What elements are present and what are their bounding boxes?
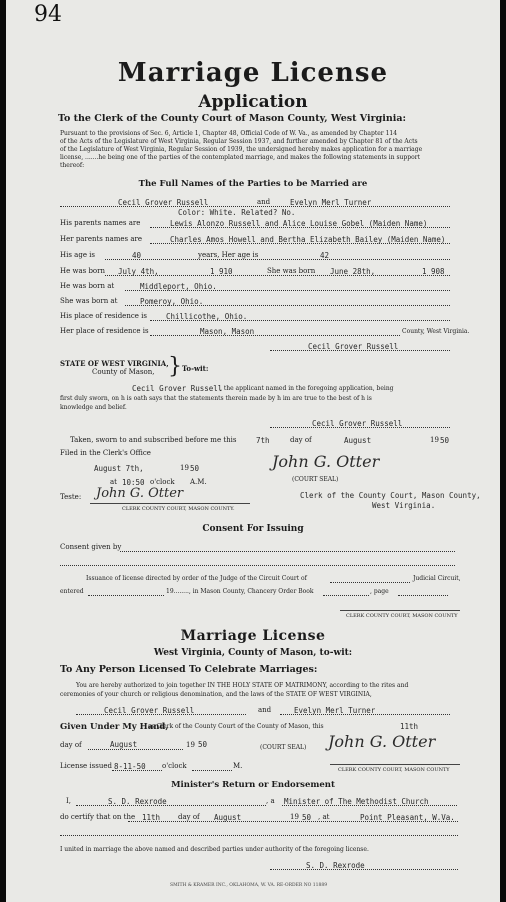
given-year-prefix: 19 [186,741,195,749]
consent-label: Consent given by [60,543,122,551]
county-label: County of Mason, [92,368,155,376]
rule [76,805,266,806]
given-day: 11th [400,722,419,731]
intro-line: Pursuant to the provisions of Sec. 6, Article 1, Chapter 48, Official Code of W. Va., as amended by Chapter 114 [60,130,398,137]
county-wv-label: County, West Virginia. [402,328,470,335]
filed-label: Filed in the Clerk's Office [60,449,151,457]
day-of-label-2: day of [60,741,82,749]
rule [112,770,162,771]
rule [270,869,458,870]
clerk-of-court: Clerk of the County Court, Mason County, [300,491,481,500]
she-born-year: 1 908 [422,267,445,276]
to-wit-label: To-wit: [182,364,209,373]
certify-month: August [214,813,242,822]
rule [125,305,450,306]
sworn-text: Taken, sworn to and subscribed before me this [70,436,237,444]
rule [120,551,455,552]
rule [105,275,450,276]
printer-note: SMITH & KRAMER INC., OKLAHOMA, W. VA. RE-ORDER NO 11889 [170,883,328,888]
judicial-circuit: Judicial Circuit, [413,575,461,582]
rule [270,427,450,428]
document-subtitle: Application [198,92,308,112]
minister-signature: S. D. Rexrode [306,861,365,870]
his-parents-value: Lewis Alonzo Russell and Alice Louise Gobel (Maiden Name) [170,219,428,228]
intro-line: of the Acts of the Legislature of West Virginia, Regular Session 1937, and further amended by Chapter 81 of the Acts [60,138,418,145]
and-label: and [257,198,271,206]
certify-day-of: day of [178,813,200,821]
filed-time: 10:50 [122,478,145,487]
her-residence-value: Mason, Mason [200,327,255,336]
rule [282,805,457,806]
rule [330,764,460,765]
brace: } [168,354,182,379]
his-residence-label: His place of residence is [60,312,147,320]
west-virginia: West Virginia. [372,501,436,510]
clerk-signature-1: John G. Otter [272,452,380,471]
oath-line-1: , the applicant named in the foregoing application, being [220,385,394,392]
oath-signature: Cecil Grover Russell [312,419,403,428]
rule [128,821,458,822]
her-residence-label: Her place of residence is [60,327,149,335]
she-born-at-label: She was born at [60,297,118,305]
rule [105,259,450,260]
rule [150,243,450,244]
entered-label: entered [60,588,84,595]
he-born-label: He was born [60,267,106,275]
intro-line: license, .......he being one of the parties of the contemplated marriage, and makes the following statements in support [60,154,420,161]
he-born-at-label: He was born at [60,282,115,290]
rule [60,835,458,836]
intro-line: of the Legislature of West Virginia, Regular Session of 1939, the undersigned hereby makes application for a marriage [60,146,423,153]
rule [192,770,232,771]
filed-year-prefix: 19 [180,464,189,472]
license-oclock: o'clock [162,762,187,770]
given-text: as Clerk of the County Court of the County of Mason, this [148,723,324,730]
addressee: To the Clerk of the County Court of Mason County, West Virginia: [58,113,407,124]
his-age-label: His age is [60,251,96,259]
filed-oclock: o'clock [150,478,175,486]
sworn-day: 7th [256,436,270,445]
rule [280,714,450,715]
given-label: Given Under My Hand, [60,722,169,732]
rule [125,290,450,291]
minister-i: I, [66,797,71,805]
section-consent-heading: Consent For Issuing [202,524,304,534]
years-label: years, Her age is [198,251,259,259]
clerk-caption: CLERK COUNTY COURT, MASON COUNTY. [122,506,235,512]
bride-name: Evelyn Merl Turner [290,198,372,207]
oath-line-2: first duly sworn, on h is oath says that the statements therein made by h im are true to the best of h is [60,395,372,402]
rule [88,749,183,750]
page-number: 94 [34,2,62,27]
state-label: STATE OF WEST VIRGINIA, [60,359,169,368]
intro-line: thereof: [60,162,85,169]
he-born-at-value: Middleport, Ohio. [140,282,217,291]
she-born-date: June 28th, [330,267,376,276]
applicant-signature: Cecil Grover Russell [308,342,399,351]
his-parents-label: His parents names are [60,219,141,227]
oath-name: Cecil Grover Russell [132,384,223,393]
section-license-heading: Marriage License [180,628,326,644]
issuance-line-2: 19........, in Mason County, Chancery Order Book [166,588,314,595]
color-related: Color: White. Related? No. [178,208,296,217]
her-parents-value: Charles Amos Howell and Bertha Elizabeth Bailey (Maiden Name) [170,235,446,244]
license-text-1: You are hereby authorized to join together IN THE HOLY STATE OF MATRIMONY, according to the rites and [76,682,409,689]
his-residence-value: Chillicothe, Ohio. [166,312,248,321]
rule [323,595,369,596]
groom-name: Cecil Grover Russell [118,198,209,207]
license-groom: Cecil Grover Russell [104,706,195,715]
minister-role: Minister of The Methodist Church [284,797,429,806]
clerk-signature-2: John G. Otter [328,732,436,751]
filed-date: August 7th, [94,464,144,473]
license-issued-label: License issued [60,762,112,770]
license-to: To Any Person Licensed To Celebrate Marriages: [60,664,318,675]
rule [270,350,450,351]
day-of-label: day of [290,436,312,444]
rule [88,595,164,596]
issuance-line-1: Issuance of license directed by order of the Judge of the Circuit Court of [86,575,307,582]
filed-time-prefix: at [110,478,117,486]
rule [150,335,400,336]
certify-place: Point Pleasant, W.Va. [360,813,455,822]
certify-year: 50 [302,813,312,822]
sworn-month: August [344,436,372,445]
license-state: West Virginia, County of Mason, to-wit: [153,648,353,658]
rule [60,206,450,207]
clerk-caption-2: CLERK COUNTY COURT, MASON COUNTY [346,613,458,619]
document-title: Marriage License [117,58,389,88]
license-issued-value: 8-11-50 [114,762,146,771]
clerk-caption-3: CLERK COUNTY COURT, MASON COUNTY [338,767,450,773]
he-born-date: July 4th, [118,267,159,276]
given-month: August [110,740,138,749]
license-text-2: ceremonies of your church or religious denomination, and the laws of the STATE OF WEST VIRGINIA, [60,691,372,698]
oath-line-3: knowledge and belief. [60,404,127,411]
she-born-label: She was born [267,267,316,275]
teste-signature: John G. Otter [96,486,184,501]
united-text: I united in marriage the above named and described parties under authority of the foregoing license. [60,846,369,853]
rule [398,595,448,596]
rule [76,714,246,715]
sworn-year: 50 [440,436,450,445]
minister-a: , a [266,797,275,805]
rule [150,320,450,321]
given-year: 50 [198,740,208,749]
she-born-at-value: Pomeroy, Ohio. [140,297,204,306]
license-m: M. [233,762,243,770]
filed-year: 50 [190,464,200,473]
her-age-value: 42 [320,251,330,260]
certify-text: do certify that on the [60,813,136,821]
teste-label: Teste: [60,493,82,501]
certify-year-prefix: 19 [290,813,299,821]
sworn-year-prefix: 19 [430,436,439,444]
rule [340,610,460,611]
rule [150,227,450,228]
filed-ampm: A.M. [190,478,207,486]
section-parties-heading: The Full Names of the Parties to be Married are [138,179,368,189]
license-bride: Evelyn Merl Turner [294,706,376,715]
her-parents-label: Her parents names are [60,235,143,243]
certify-day: 11th [142,813,161,822]
his-age-value: 40 [132,251,142,260]
rule [90,503,250,504]
minister-name: S. D. Rexrode [108,797,167,806]
rule [60,565,455,566]
section-minister-heading: Minister's Return or Endorsement [171,780,335,790]
license-and: and [258,706,272,714]
certify-at: , at [318,813,330,821]
page-label: , page [370,588,389,595]
rule [330,582,410,583]
he-born-year: 1 910 [210,267,233,276]
court-seal-2: (COURT SEAL) [260,744,307,751]
court-seal-1: (COURT SEAL) [292,476,339,483]
